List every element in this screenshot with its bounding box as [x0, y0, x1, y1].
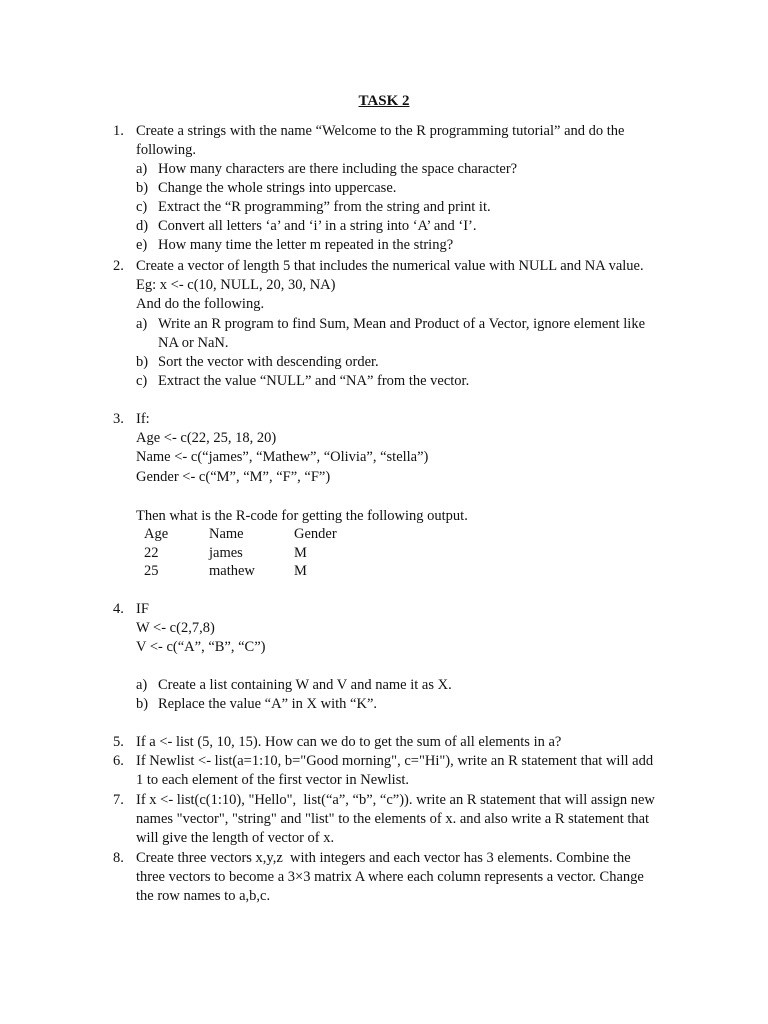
page-title: TASK 2 [358, 93, 410, 109]
output-table-cell: 22 [144, 545, 159, 561]
task-text: Eg: x <- c(10, NULL, 20, 30, NA) [136, 277, 336, 293]
subtask-label: b) [136, 696, 149, 712]
subtask-text: Change the whole strings into uppercase. [158, 180, 397, 196]
subtask-text: How many characters are there including the space character? [158, 161, 518, 177]
task-text: Gender <- c(“M”, “M”, “F”, “F”) [136, 469, 331, 485]
subtask-label: a) [136, 316, 148, 332]
task-text: Create a strings with the name “Welcome to the R programming tutorial” and do the [136, 123, 625, 139]
subtask-text: Sort the vector with descending order. [158, 354, 379, 370]
subtask-label: d) [136, 218, 149, 234]
output-table-cell: james [209, 545, 243, 561]
task-text: If x <- list(c(1:10), "Hello", list(“a”, “b”, “c”)). write an R statement that will assign new [136, 792, 655, 808]
subtask-text: Write an R program to find Sum, Mean and Product of a Vector, ignore element like [158, 316, 646, 332]
output-table-cell: mathew [209, 563, 255, 579]
subtask-label: a) [136, 677, 148, 693]
output-table-cell: Age [144, 526, 169, 542]
task-text: the row names to a,b,c. [136, 888, 271, 904]
task-number: 6. [113, 753, 124, 769]
task-text: If a <- list (5, 10, 15). How can we do to get the sum of all elements in a? [136, 734, 562, 750]
output-table-cell: Name [209, 526, 244, 542]
output-table-cell: M [294, 545, 307, 561]
subtask-text: Convert all letters ‘a’ and ‘i’ in a string into ‘A’ and ‘I’. [158, 218, 477, 234]
subtask-text: Replace the value “A” in X with “K”. [158, 696, 378, 712]
task-text: W <- c(2,7,8) [136, 620, 215, 636]
task-number: 7. [113, 792, 124, 808]
subtask-label: b) [136, 180, 149, 196]
task-text: If: [136, 411, 150, 427]
task-number: 1. [113, 123, 124, 139]
task-text: following. [136, 142, 197, 158]
task-number: 8. [113, 850, 124, 866]
task-text: IF [136, 601, 149, 617]
task-text: V <- c(“A”, “B”, “C”) [136, 639, 266, 655]
subtask-text: Create a list containing W and V and name it as X. [158, 677, 452, 693]
subtask-label: b) [136, 354, 149, 370]
subtask-label: c) [136, 199, 148, 215]
task-text: And do the following. [136, 296, 265, 312]
subtask-label: a) [136, 161, 148, 177]
task-number: 5. [113, 734, 124, 750]
output-table-cell: Gender [294, 526, 337, 542]
subtask-label: c) [136, 373, 148, 389]
task-text: Name <- c(“james”, “Mathew”, “Olivia”, “stella”) [136, 449, 429, 465]
task-text: Create a vector of length 5 that includes the numerical value with NULL and NA value. [136, 258, 644, 274]
output-table-cell: 25 [144, 563, 159, 579]
task-number: 4. [113, 601, 124, 617]
task-text: 1 to each element of the first vector in Newlist. [136, 772, 409, 788]
task-text: three vectors to become a 3×3 matrix A where each column represents a vector. Change [136, 869, 644, 885]
task-text: Then what is the R-code for getting the following output. [136, 508, 468, 524]
output-table-cell: M [294, 563, 307, 579]
task-number: 2. [113, 258, 124, 274]
task-text: will give the length of vector of x. [136, 830, 335, 846]
task-text: Create three vectors x,y,z with integers and each vector has 3 elements. Combine the [136, 850, 631, 866]
subtask-text: Extract the “R programming” from the string and print it. [158, 199, 491, 215]
subtask-label: e) [136, 237, 148, 253]
task-number: 3. [113, 411, 124, 427]
task-text: names "vector", "string" and "list" to the elements of x. and also write a R statement that [136, 811, 650, 827]
subtask-text: NA or NaN. [158, 335, 229, 351]
subtask-text: Extract the value “NULL” and “NA” from the vector. [158, 373, 470, 389]
subtask-text: How many time the letter m repeated in the string? [158, 237, 454, 253]
task-text: If Newlist <- list(a=1:10, b="Good morning", c="Hi"), write an R statement that will add [136, 753, 654, 769]
task-text: Age <- c(22, 25, 18, 20) [136, 430, 277, 446]
